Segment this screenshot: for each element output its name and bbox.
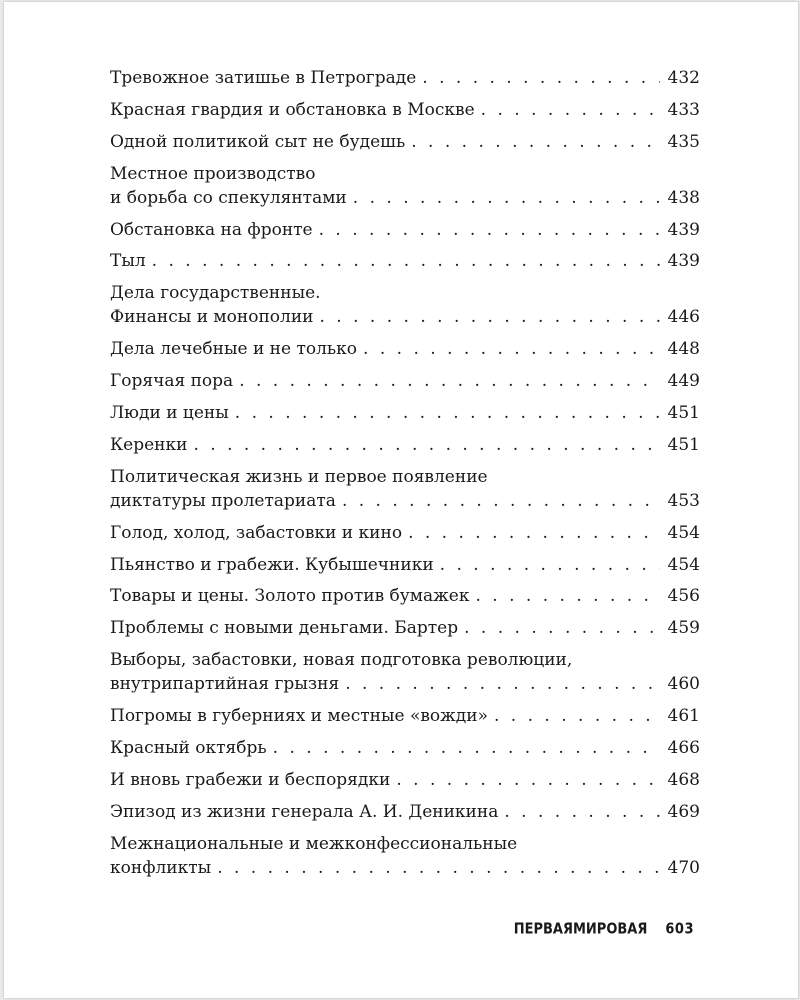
toc-entry bbox=[110, 521, 700, 545]
toc-entry bbox=[110, 249, 700, 273]
toc-entry-line bbox=[110, 433, 700, 457]
dot-leader bbox=[319, 305, 660, 329]
toc-entry-line bbox=[110, 465, 700, 489]
toc-entry bbox=[110, 800, 700, 824]
toc-entry-line bbox=[110, 305, 700, 329]
dot-leader bbox=[363, 337, 660, 361]
toc-entry-title: Обстановка на фронте bbox=[110, 219, 313, 240]
toc-entry-title: Погромы в губерниях и местные «вожди» bbox=[110, 706, 488, 727]
toc-entry bbox=[110, 130, 700, 154]
toc-entry-line bbox=[110, 856, 700, 880]
toc-entry-line bbox=[110, 672, 700, 696]
toc-entry-line bbox=[110, 584, 700, 608]
dot-leader bbox=[494, 704, 660, 728]
dot-leader bbox=[217, 856, 660, 880]
dot-leader bbox=[411, 130, 660, 154]
toc-entry-title: Керенки bbox=[110, 434, 188, 455]
toc-entry-title: Тревожное затишье в Петрограде bbox=[110, 68, 417, 88]
toc-page-number: 466 bbox=[667, 738, 700, 759]
dot-leader bbox=[475, 584, 660, 608]
toc-entry-line bbox=[110, 521, 700, 545]
toc-entry bbox=[110, 553, 700, 577]
toc-page-number: 432 bbox=[667, 68, 700, 88]
toc-entry bbox=[110, 465, 700, 513]
toc-entry-title: Местное производство bbox=[110, 163, 316, 184]
toc-entry bbox=[110, 648, 700, 696]
toc-entry-line bbox=[110, 800, 700, 824]
toc-entry-line bbox=[110, 186, 700, 210]
dot-leader bbox=[422, 66, 660, 90]
toc-entry bbox=[110, 66, 700, 90]
toc-entry-title: Красная гвардия и обстановка в Москве bbox=[110, 99, 475, 120]
toc-page-number: 449 bbox=[667, 371, 700, 392]
dot-leader bbox=[273, 736, 660, 760]
toc-entry bbox=[110, 281, 700, 329]
toc-page-number: 433 bbox=[667, 99, 700, 120]
toc-entry-line bbox=[110, 704, 700, 728]
toc-page-number: 469 bbox=[667, 801, 700, 822]
toc-page-number: 454 bbox=[667, 522, 700, 543]
dot-leader bbox=[464, 616, 660, 640]
toc-entry-line bbox=[110, 616, 700, 640]
toc-page-number: 456 bbox=[667, 586, 700, 607]
toc-entry-line bbox=[110, 369, 700, 393]
toc-entry-title: диктатуры пролетариата bbox=[110, 490, 336, 511]
toc-entry bbox=[110, 337, 700, 361]
toc-entry-title: Выборы, забастовки, новая подготовка революции, bbox=[110, 650, 573, 671]
toc-page-number: 470 bbox=[667, 857, 700, 878]
toc-entry bbox=[110, 832, 700, 880]
toc-page-number: 454 bbox=[667, 554, 700, 575]
toc-entry-title: конфликты bbox=[110, 857, 212, 878]
toc-entry bbox=[110, 433, 700, 457]
toc-entry bbox=[110, 584, 700, 608]
toc-page-number: 451 bbox=[667, 403, 700, 424]
toc-page-number: 459 bbox=[667, 618, 700, 639]
dot-leader bbox=[481, 98, 660, 122]
toc-page-number: 460 bbox=[667, 674, 700, 695]
toc-entry-title: Товары и цены. Золото против бумажек bbox=[110, 586, 470, 607]
toc-entry-title: Тыл bbox=[110, 251, 146, 272]
toc-entry-title: Межнациональные и межконфессиональные bbox=[110, 833, 518, 854]
toc-entry-title: Дела лечебные и не только bbox=[110, 339, 358, 360]
toc-page-number: 439 bbox=[667, 251, 700, 272]
toc-entry-line bbox=[110, 66, 700, 90]
table-of-contents bbox=[110, 66, 700, 888]
toc-page-number: 453 bbox=[667, 490, 700, 511]
toc-page-number: 439 bbox=[667, 219, 700, 240]
toc-page-number: 446 bbox=[667, 307, 700, 328]
toc-entry-title: Люди и цены bbox=[110, 403, 229, 424]
toc-entry-line bbox=[110, 162, 700, 186]
toc-entry-title: Финансы и монополии bbox=[110, 307, 314, 328]
toc-entry bbox=[110, 704, 700, 728]
toc-entry-line bbox=[110, 489, 700, 513]
toc-entry bbox=[110, 218, 700, 242]
toc-entry-line bbox=[110, 337, 700, 361]
toc-page-number: 435 bbox=[667, 131, 700, 152]
dot-leader bbox=[239, 369, 660, 393]
toc-entry-line bbox=[110, 736, 700, 760]
toc-page-number: 448 bbox=[667, 339, 700, 360]
toc-page-number: 451 bbox=[667, 434, 700, 455]
book-page bbox=[4, 2, 798, 998]
dot-leader bbox=[408, 521, 660, 545]
toc-entry-line bbox=[110, 218, 700, 242]
toc-entry-title: Голод, холод, забастовки и кино bbox=[110, 522, 403, 543]
dot-leader bbox=[353, 186, 660, 210]
toc-entry-title: Эпизод из жизни генерала А. И. Деникина bbox=[110, 801, 499, 822]
toc-entry-title: Проблемы с новыми деньгами. Бартер bbox=[110, 618, 459, 639]
toc-entry bbox=[110, 98, 700, 122]
toc-entry-title: внутрипартийная грызня bbox=[110, 674, 340, 695]
toc-entry-title: Дела государственные. bbox=[110, 283, 321, 304]
toc-entry-line bbox=[110, 648, 700, 672]
running-title: ПЕРВАЯМИРОВАЯ bbox=[513, 920, 648, 939]
dot-leader bbox=[396, 768, 660, 792]
toc-entry bbox=[110, 616, 700, 640]
dot-leader bbox=[319, 218, 660, 242]
dot-leader bbox=[440, 553, 660, 577]
toc-entry-line bbox=[110, 768, 700, 792]
toc-entry bbox=[110, 369, 700, 393]
dot-leader bbox=[345, 672, 660, 696]
toc-entry-title: Одной политикой сыт не будешь bbox=[110, 131, 406, 152]
toc-page-number: 468 bbox=[667, 769, 700, 790]
toc-entry bbox=[110, 768, 700, 792]
dot-leader bbox=[152, 249, 660, 273]
dot-leader bbox=[235, 401, 660, 425]
toc-entry bbox=[110, 401, 700, 425]
toc-entry-title: и борьба со спекулянтами bbox=[110, 187, 347, 208]
toc-page-number: 461 bbox=[667, 706, 700, 727]
toc-entry-title: Красный октябрь bbox=[110, 738, 267, 759]
toc-entry-line bbox=[110, 281, 700, 305]
toc-entry-line bbox=[110, 401, 700, 425]
toc-page-number: 438 bbox=[667, 187, 700, 208]
toc-entry-title: Пьянство и грабежи. Кубышечники bbox=[110, 554, 434, 575]
toc-entry-line bbox=[110, 832, 700, 856]
dot-leader bbox=[193, 433, 660, 457]
toc-entry-line bbox=[110, 98, 700, 122]
page-number: 603 bbox=[665, 920, 694, 939]
page-footer bbox=[514, 921, 694, 938]
toc-entry-line bbox=[110, 249, 700, 273]
toc-entry-title: Политическая жизнь и первое появление bbox=[110, 466, 488, 487]
toc-entry bbox=[110, 736, 700, 760]
dot-leader bbox=[504, 800, 660, 824]
toc-entry-title: Горячая пора bbox=[110, 371, 234, 392]
toc-entry-line bbox=[110, 130, 700, 154]
dot-leader bbox=[342, 489, 660, 513]
toc-entry-title: И вновь грабежи и беспорядки bbox=[110, 769, 391, 790]
toc-entry-line bbox=[110, 553, 700, 577]
toc-entry bbox=[110, 162, 700, 210]
